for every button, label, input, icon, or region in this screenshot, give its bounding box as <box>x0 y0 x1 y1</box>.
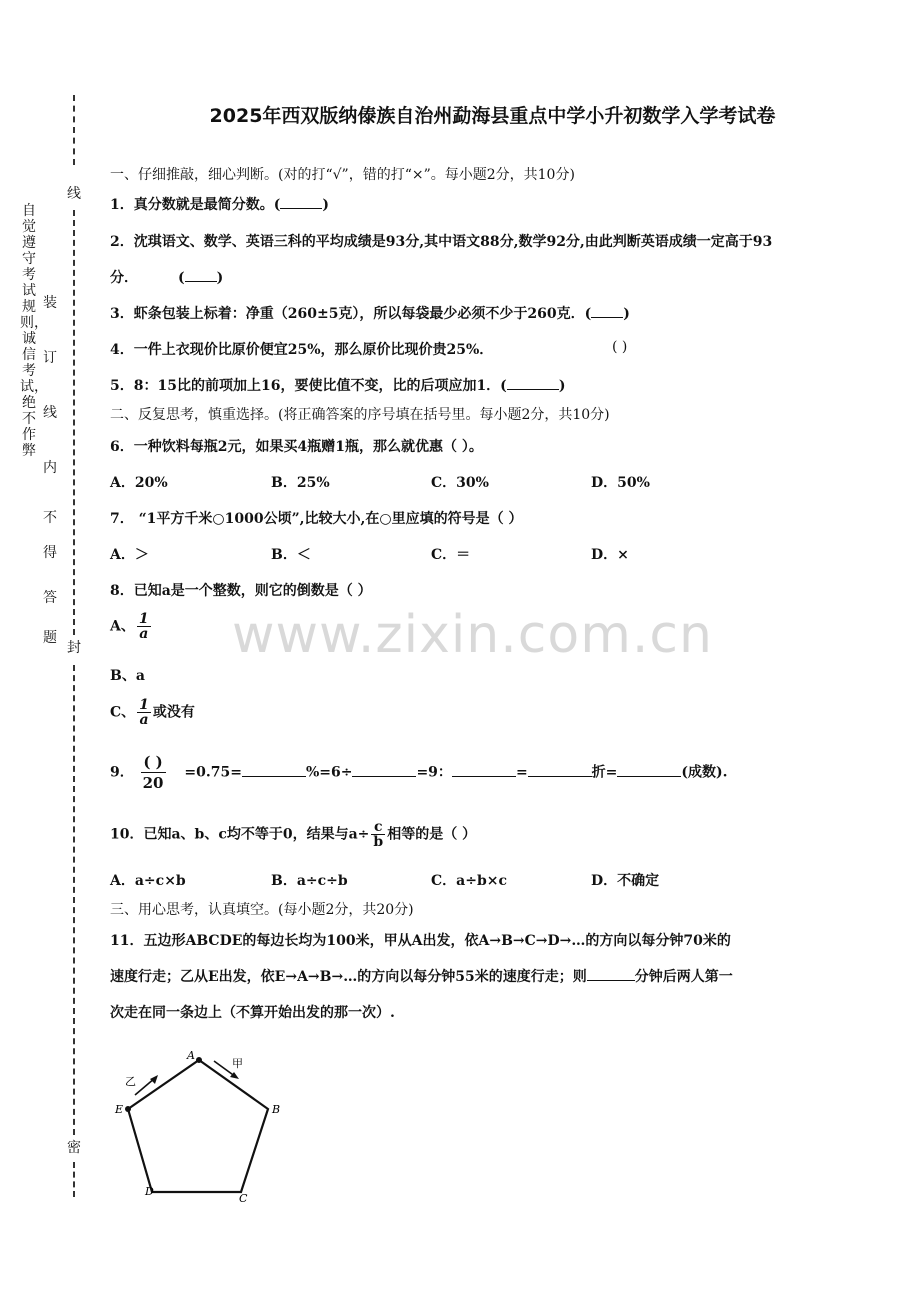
margin-seal-char: 封 <box>67 640 81 656</box>
binding-dash-middle <box>73 210 75 635</box>
question-11-line-1: 11．五边形ABCDE的每边长均为100米，甲从A出发，依A→B→C→D→…的方向以每分钟70米的 <box>110 933 731 949</box>
answer-blank[interactable] <box>587 968 635 981</box>
section-2-heading: 二、反复思考，慎重选择。(将正确答案的序号填在括号里。每小题2分，共10分) <box>110 407 610 423</box>
q8-option-c[interactable]: C、 $\frac{1}{a}$ 或没有 <box>110 697 195 728</box>
question-8: 8．已知a是一个整数，则它的倒数是（ ） <box>110 583 372 599</box>
question-2-line-1: 2．沈琪语文、数学、英语三科的平均成绩是93分,其中语文88分,数学92分,由此判断英语成绩一定高于93 <box>110 234 773 250</box>
section-3-heading: 三、用心思考，认真填空。(每小题2分，共20分) <box>110 902 414 918</box>
q10-fraction: $\frac{c}{b}$ <box>373 819 384 850</box>
answer-blank[interactable] <box>507 377 559 390</box>
question-7: 7． “1平方千米○1000公顷”,比较大小,在○里应填的符号是（ ） <box>110 511 523 527</box>
answer-blank[interactable] <box>280 196 322 209</box>
q7-option-d[interactable]: D．× <box>591 547 629 563</box>
vertex-label-b: B <box>272 1103 281 1116</box>
binding-char: 不 <box>43 510 57 526</box>
watermark: www.zixin.com.cn <box>232 605 713 665</box>
question-2-line-2: 分． ( ) <box>110 270 224 286</box>
pentagon-shape <box>128 1060 268 1192</box>
vertex-label-a: A <box>187 1049 195 1062</box>
label-jia: 甲 <box>232 1057 243 1070</box>
q6-option-c[interactable]: C．30% <box>431 475 489 491</box>
answer-blank[interactable] <box>352 764 416 777</box>
q10-option-a[interactable]: A．a÷c×b <box>110 873 186 889</box>
q6-option-b[interactable]: B．25% <box>271 475 330 491</box>
q6-option-a[interactable]: A．20% <box>110 475 168 491</box>
page-title: 2025年西双版纳傣族自治州勐海县重点中学小升初数学入学考试卷 <box>209 105 776 127</box>
q8-option-b[interactable]: B、a <box>110 668 145 684</box>
fraction-one-over-a: $\frac{1}{a}$ <box>138 611 149 642</box>
question-11-line-3: 次走在同一条边上（不算开始出发的那一次）. <box>110 1005 395 1021</box>
question-6: 6．一种饮料每瓶2元，如果买4瓶赠1瓶，那么就优惠（ ）。 <box>110 439 483 455</box>
question-10: 10．已知a、b、c均不等于0，结果与a÷ $\frac{c}{b}$ 相等的是（ ） <box>110 819 477 850</box>
answer-blank[interactable] <box>528 764 592 777</box>
q8-option-a[interactable]: A、 $\frac{1}{a}$ <box>110 611 149 642</box>
binding-char: 内 <box>43 460 57 476</box>
binding-dash-lower <box>73 665 75 1135</box>
binding-char: 答 <box>43 590 57 606</box>
margin-line-char: 线 <box>67 186 81 202</box>
pentagon-figure <box>108 1045 288 1205</box>
question-1: 1．真分数就是最简分数。( ) <box>110 197 329 213</box>
fraction-one-over-a: $\frac{1}{a}$ <box>139 697 149 728</box>
q7-option-c[interactable]: C．＝ <box>431 547 471 563</box>
q6-option-d[interactable]: D．50% <box>591 475 650 491</box>
vertex-label-e: E <box>115 1103 124 1116</box>
answer-blank[interactable] <box>617 764 681 777</box>
q7-option-a[interactable]: A．＞ <box>110 547 149 563</box>
point-e <box>125 1106 131 1112</box>
margin-notice: 自觉遵守考试规则，诚信考试，绝不作弊 <box>20 203 48 459</box>
question-9: 9． $\frac{( )}{20}$ =0.75= %=6÷ =9： = 折= (成数). <box>110 753 728 792</box>
binding-char: 订 <box>43 350 57 366</box>
vertex-label-d: D <box>145 1185 154 1198</box>
binding-char: 得 <box>43 545 57 561</box>
binding-char: 线 <box>43 405 57 421</box>
binding-char: 装 <box>43 295 57 311</box>
point-a <box>196 1057 202 1063</box>
question-11-line-2: 速度行走；乙从E出发，依E→A→B→…的方向以每分钟55米的速度行走；则 分钟后两人第一 <box>110 969 733 985</box>
question-4-paren[interactable]: ( ) <box>612 339 628 355</box>
q7-option-b[interactable]: B．＜ <box>271 547 311 563</box>
vertex-label-c: C <box>239 1192 248 1205</box>
binding-dash-bottom <box>73 1162 75 1197</box>
answer-blank[interactable] <box>452 764 516 777</box>
question-4: 4．一件上衣现价比原价便宜25%，那么原价比现价贵25%． <box>110 342 494 358</box>
question-5: 5．8：15比的前项加上16，要使比值不变，比的后项应加1．( ) <box>110 378 566 394</box>
answer-blank[interactable] <box>591 305 623 318</box>
answer-blank[interactable] <box>185 269 217 282</box>
section-1-heading: 一、仔细推敲，细心判断。(对的打“√”，错的打“×”。每小题2分，共10分) <box>110 167 575 183</box>
binding-char: 题 <box>43 630 57 646</box>
q10-option-b[interactable]: B．a÷c÷b <box>271 873 348 889</box>
label-yi: 乙 <box>125 1075 136 1088</box>
margin-secret-char: 密 <box>67 1140 81 1156</box>
answer-blank[interactable] <box>242 764 306 777</box>
q10-option-d[interactable]: D．不确定 <box>591 873 660 889</box>
q10-option-c[interactable]: C．a÷b×c <box>431 873 507 889</box>
q9-fraction: $\frac{( )}{20}$ <box>142 753 164 792</box>
question-3: 3．虾条包装上标着：净重（260±5克），所以每袋最少必须不少于260克．( ) <box>110 306 630 322</box>
